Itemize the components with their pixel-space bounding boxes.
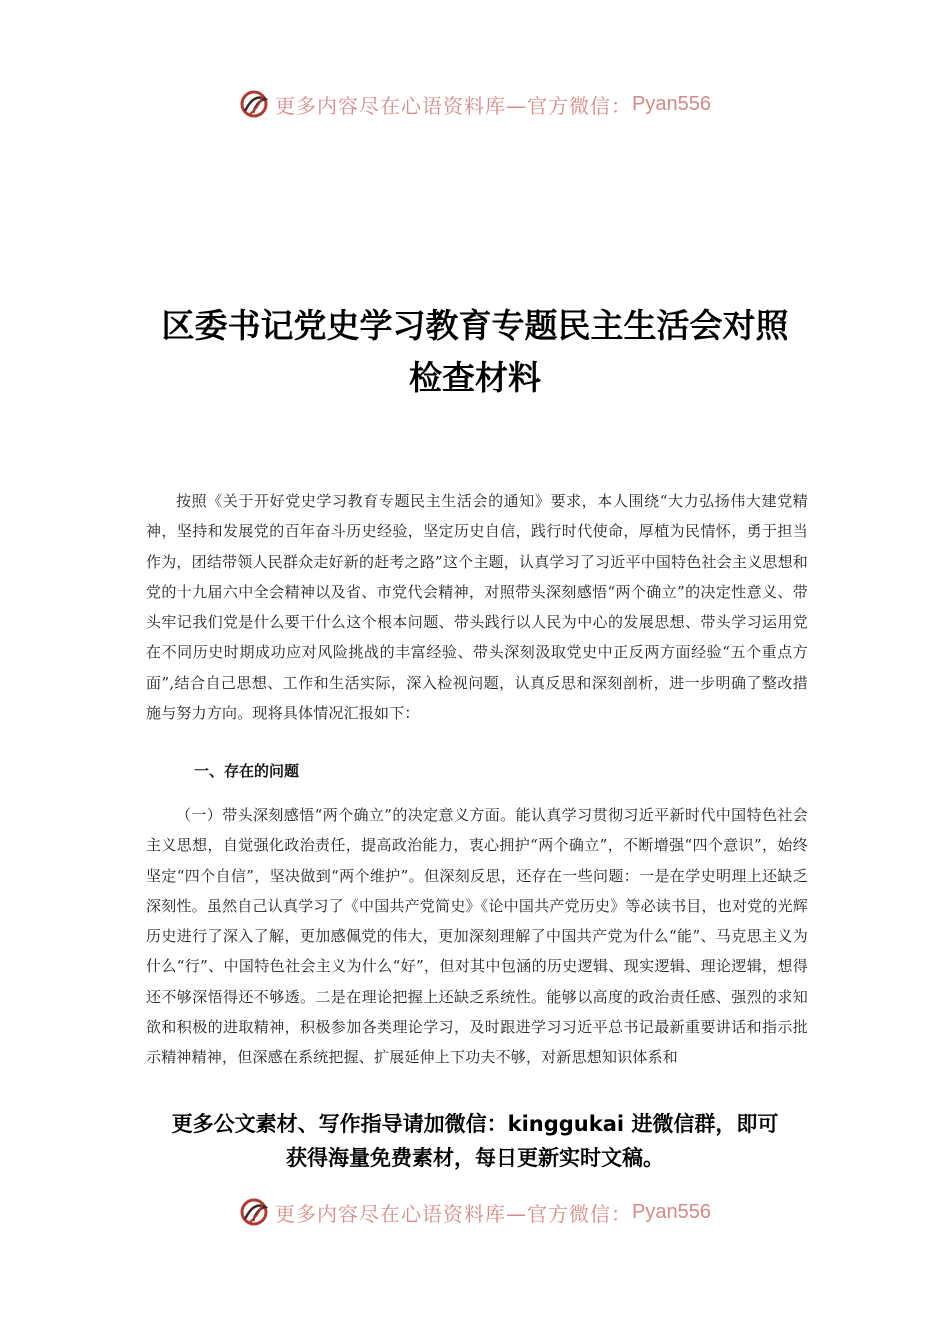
banner-text: 更多内容尽在心语资料库—官方微信： (275, 93, 633, 118)
banner-wechat-id: Pyan556 (632, 92, 711, 115)
swirl-logo-icon (239, 1197, 269, 1227)
section-paragraph: （一）带头深刻感悟“两个确立”的决定意义方面。能认真学习贯彻习近平新时代中国特色社会主义思想，自觉强化政治责任，提高政治能力，衷心拥护“两个确立”，不断增强“四个意识”，始终坚定“四个自信”，坚决做到“两个维护”。但深刻反思，还存在一些问题：一是在学史明理上还缺乏深刻性。虽然自己认真学习了《中国共产党简史》《论中国共产党历史》等必读书目，也对党的光辉历史进行了深入了解，更加感佩党的伟大，更加深刻理解了中国共产党为什么“能”、马克思主义为什么“行”、中国特色社会主义为什么“好”，但对其中包涵的历史逻辑、现实逻辑、理论逻辑，想得还不够深悟得还不够透。二是在理论把握上还缺乏系统性。能够以高度的政治责任感、强烈的求知欲和积极的进取精神，积极参加各类理论学习，及时跟进学习习近平总书记最新重要讲话和指示批示精神精神，但深感在系统把握、扩展延伸上下功夫不够，对新思想知识体系和 (146, 806, 808, 1067)
document-title: 区委书记党史学习教育专题民主生活会对照检查材料 (161, 306, 789, 397)
banner-wechat-id: Pyan556 (632, 1200, 711, 1223)
promo-line-1: 更多公文素材、写作指导请加微信：kinggukai 进微信群，即可 (171, 1112, 779, 1136)
promo-notice (120, 1107, 830, 1175)
swirl-logo-icon (239, 89, 269, 119)
section-heading: 一、存在的问题 (194, 762, 300, 780)
footer-banner (0, 1192, 950, 1232)
banner-text: 更多内容尽在心语资料库—官方微信： (275, 1201, 633, 1226)
promo-line-2: 获得海量免费素材，每日更新实时文稿。 (286, 1146, 664, 1170)
header-banner (0, 84, 950, 124)
intro-paragraph: 按照《关于开好党史学习教育专题民主生活会的通知》要求，本人围绕“大力弘扬伟大建党精神，坚持和发展党的百年奋斗历史经验，坚定历史自信，践行时代使命，厚植为民情怀，勇于担当作为，团结带领人民群众走好新的赶考之路”这个主题，认真学习了习近平中国特色社会主义思想和党的十九届六中全会精神以及省、市党代会精神，对照带头深刻感悟“两个确立”的决定性意义、带头牢记我们党是什么要干什么这个根本问题、带头践行以人民为中心的发展思想、带头学习运用党在不同历史时期成功应对风险挑战的丰富经验、带头深刻汲取党史中正反两方面经验“五个重点方面”,结合自己思想、工作和生活实际，深入检视问题，认真反思和深刻剖析，进一步明确了整改措施与努力方向。现将具体情况汇报如下： (146, 492, 808, 723)
